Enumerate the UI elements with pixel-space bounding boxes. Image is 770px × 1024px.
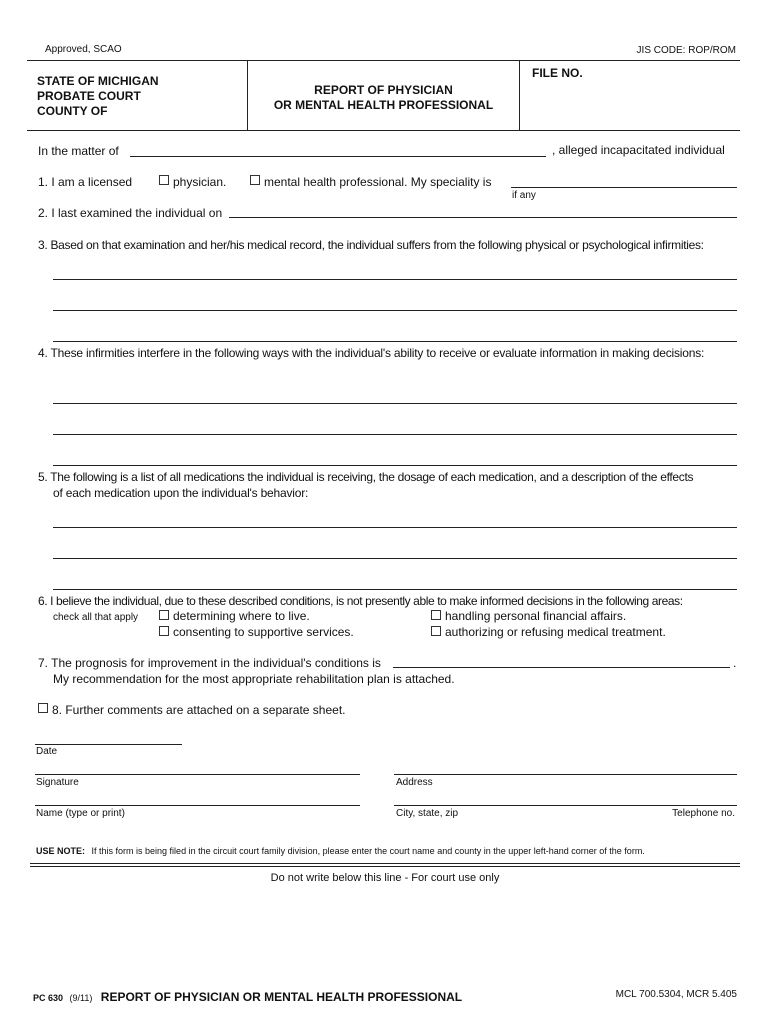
footer-title: REPORT OF PHYSICIAN OR MENTAL HEALTH PROFESSIONAL: [100, 990, 463, 1004]
supportive-services-label: consenting to supportive services.: [173, 625, 354, 639]
date-label: Date: [36, 746, 58, 757]
name-label: Name (type or print): [36, 808, 125, 819]
medical-treatment-checkbox[interactable]: [431, 626, 441, 636]
item6-text: 6. I believe the individual, due to these described conditions, is not presently able to make informed decisions in the following areas:: [38, 594, 683, 608]
speciality-field[interactable]: [511, 187, 737, 188]
further-comments-checkbox[interactable]: [38, 703, 48, 713]
form-title-line-2: OR MENTAL HEALTH PROFESSIONAL: [273, 98, 494, 112]
telephone-label: Telephone no.: [672, 808, 735, 819]
infirmities-line-1[interactable]: [53, 279, 737, 280]
header-bottom-rule: [27, 130, 740, 131]
exam-date-field[interactable]: [229, 217, 737, 218]
medical-treatment-label: authorizing or refusing medical treatment.: [445, 625, 666, 639]
form-title-line-1: REPORT OF PHYSICIAN: [314, 83, 453, 97]
item7-line-1: 7. The prognosis for improvement in the individual's conditions is: [38, 656, 381, 670]
court-county: COUNTY OF: [37, 104, 108, 118]
where-to-live-checkbox[interactable]: [159, 610, 169, 620]
matter-name-field[interactable]: [130, 156, 546, 157]
supportive-services-checkbox[interactable]: [159, 626, 169, 636]
item3-text: 3. Based on that examination and her/his medical record, the individual suffers from the following physical or psychological infirmities:: [38, 238, 704, 252]
financial-affairs-label: handling personal financial affairs.: [445, 609, 627, 623]
where-to-live-label: determining where to live.: [173, 609, 310, 623]
court-use-rule-1: [30, 863, 740, 864]
interference-line-3[interactable]: [53, 465, 737, 466]
signature-label: Signature: [36, 777, 79, 788]
item2-text: 2. I last examined the individual on: [38, 206, 223, 220]
medications-line-1[interactable]: [53, 527, 737, 528]
matter-prefix: In the matter of: [38, 144, 119, 158]
use-note: [36, 846, 645, 856]
check-all-label: check all that apply: [53, 612, 139, 623]
footer-left: [33, 988, 462, 1006]
use-note-label: USE NOTE:: [36, 846, 86, 856]
mhp-checkbox[interactable]: [250, 175, 260, 185]
use-note-text: If this form is being filed in the circuit court family division, please enter the court name and county in the upper left-hand corner of the form.: [91, 846, 645, 856]
prognosis-period: .: [733, 656, 737, 670]
item5-line-2: of each medication upon the individual's behavior:: [53, 486, 309, 500]
interference-line-2[interactable]: [53, 434, 737, 435]
form-number: PC 630: [33, 993, 64, 1003]
header-top-rule: [27, 60, 740, 61]
signature-field[interactable]: [35, 774, 360, 775]
form-title: [248, 83, 519, 113]
physician-checkbox[interactable]: [159, 175, 169, 185]
infirmities-line-2[interactable]: [53, 310, 737, 311]
address-label: Address: [396, 777, 433, 788]
court-use-notice: Do not write below this line - For court use only: [270, 872, 500, 884]
infirmities-line-3[interactable]: [53, 341, 737, 342]
city-state-zip-label: City, state, zip: [396, 808, 459, 819]
name-field[interactable]: [35, 805, 360, 806]
court-probate: PROBATE COURT: [37, 89, 141, 103]
mhp-label: mental health professional. My speciality is: [264, 175, 492, 189]
item4-text: 4. These infirmities interfere in the following ways with the individual's ability to receive or evaluate information in making decisions:: [38, 346, 705, 360]
financial-affairs-checkbox[interactable]: [431, 610, 441, 620]
form-revision: (9/11): [69, 993, 93, 1003]
matter-suffix: , alleged incapacitated individual: [552, 143, 725, 157]
item1-text: 1. I am a licensed: [38, 175, 133, 189]
court-use-rule-2: [30, 866, 740, 867]
medications-line-3[interactable]: [53, 589, 737, 590]
interference-line-1[interactable]: [53, 403, 737, 404]
prognosis-field[interactable]: [393, 667, 730, 668]
medications-line-2[interactable]: [53, 558, 737, 559]
address-field[interactable]: [394, 774, 737, 775]
city-state-zip-field[interactable]: [394, 805, 737, 806]
jis-code: JIS CODE: ROP/ROM: [636, 45, 736, 56]
court-block: [37, 74, 159, 119]
approved-label: Approved, SCAO: [45, 44, 122, 55]
header-divider-2: [519, 60, 520, 130]
if-any-label: if any: [512, 190, 536, 201]
physician-label: physician.: [173, 175, 227, 189]
footer-citation: MCL 700.5304, MCR 5.405: [615, 989, 737, 1000]
file-no-label: FILE NO.: [532, 66, 583, 80]
court-state: STATE OF MICHIGAN: [37, 74, 159, 88]
item8-text: 8. Further comments are attached on a separate sheet.: [52, 703, 346, 717]
date-field[interactable]: [35, 744, 182, 745]
item5-line-1: 5. The following is a list of all medications the individual is receiving, the dosage of each medication, and a description of the effects: [38, 470, 694, 484]
item7-line-2: My recommendation for the most appropriate rehabilitation plan is attached.: [53, 672, 455, 686]
